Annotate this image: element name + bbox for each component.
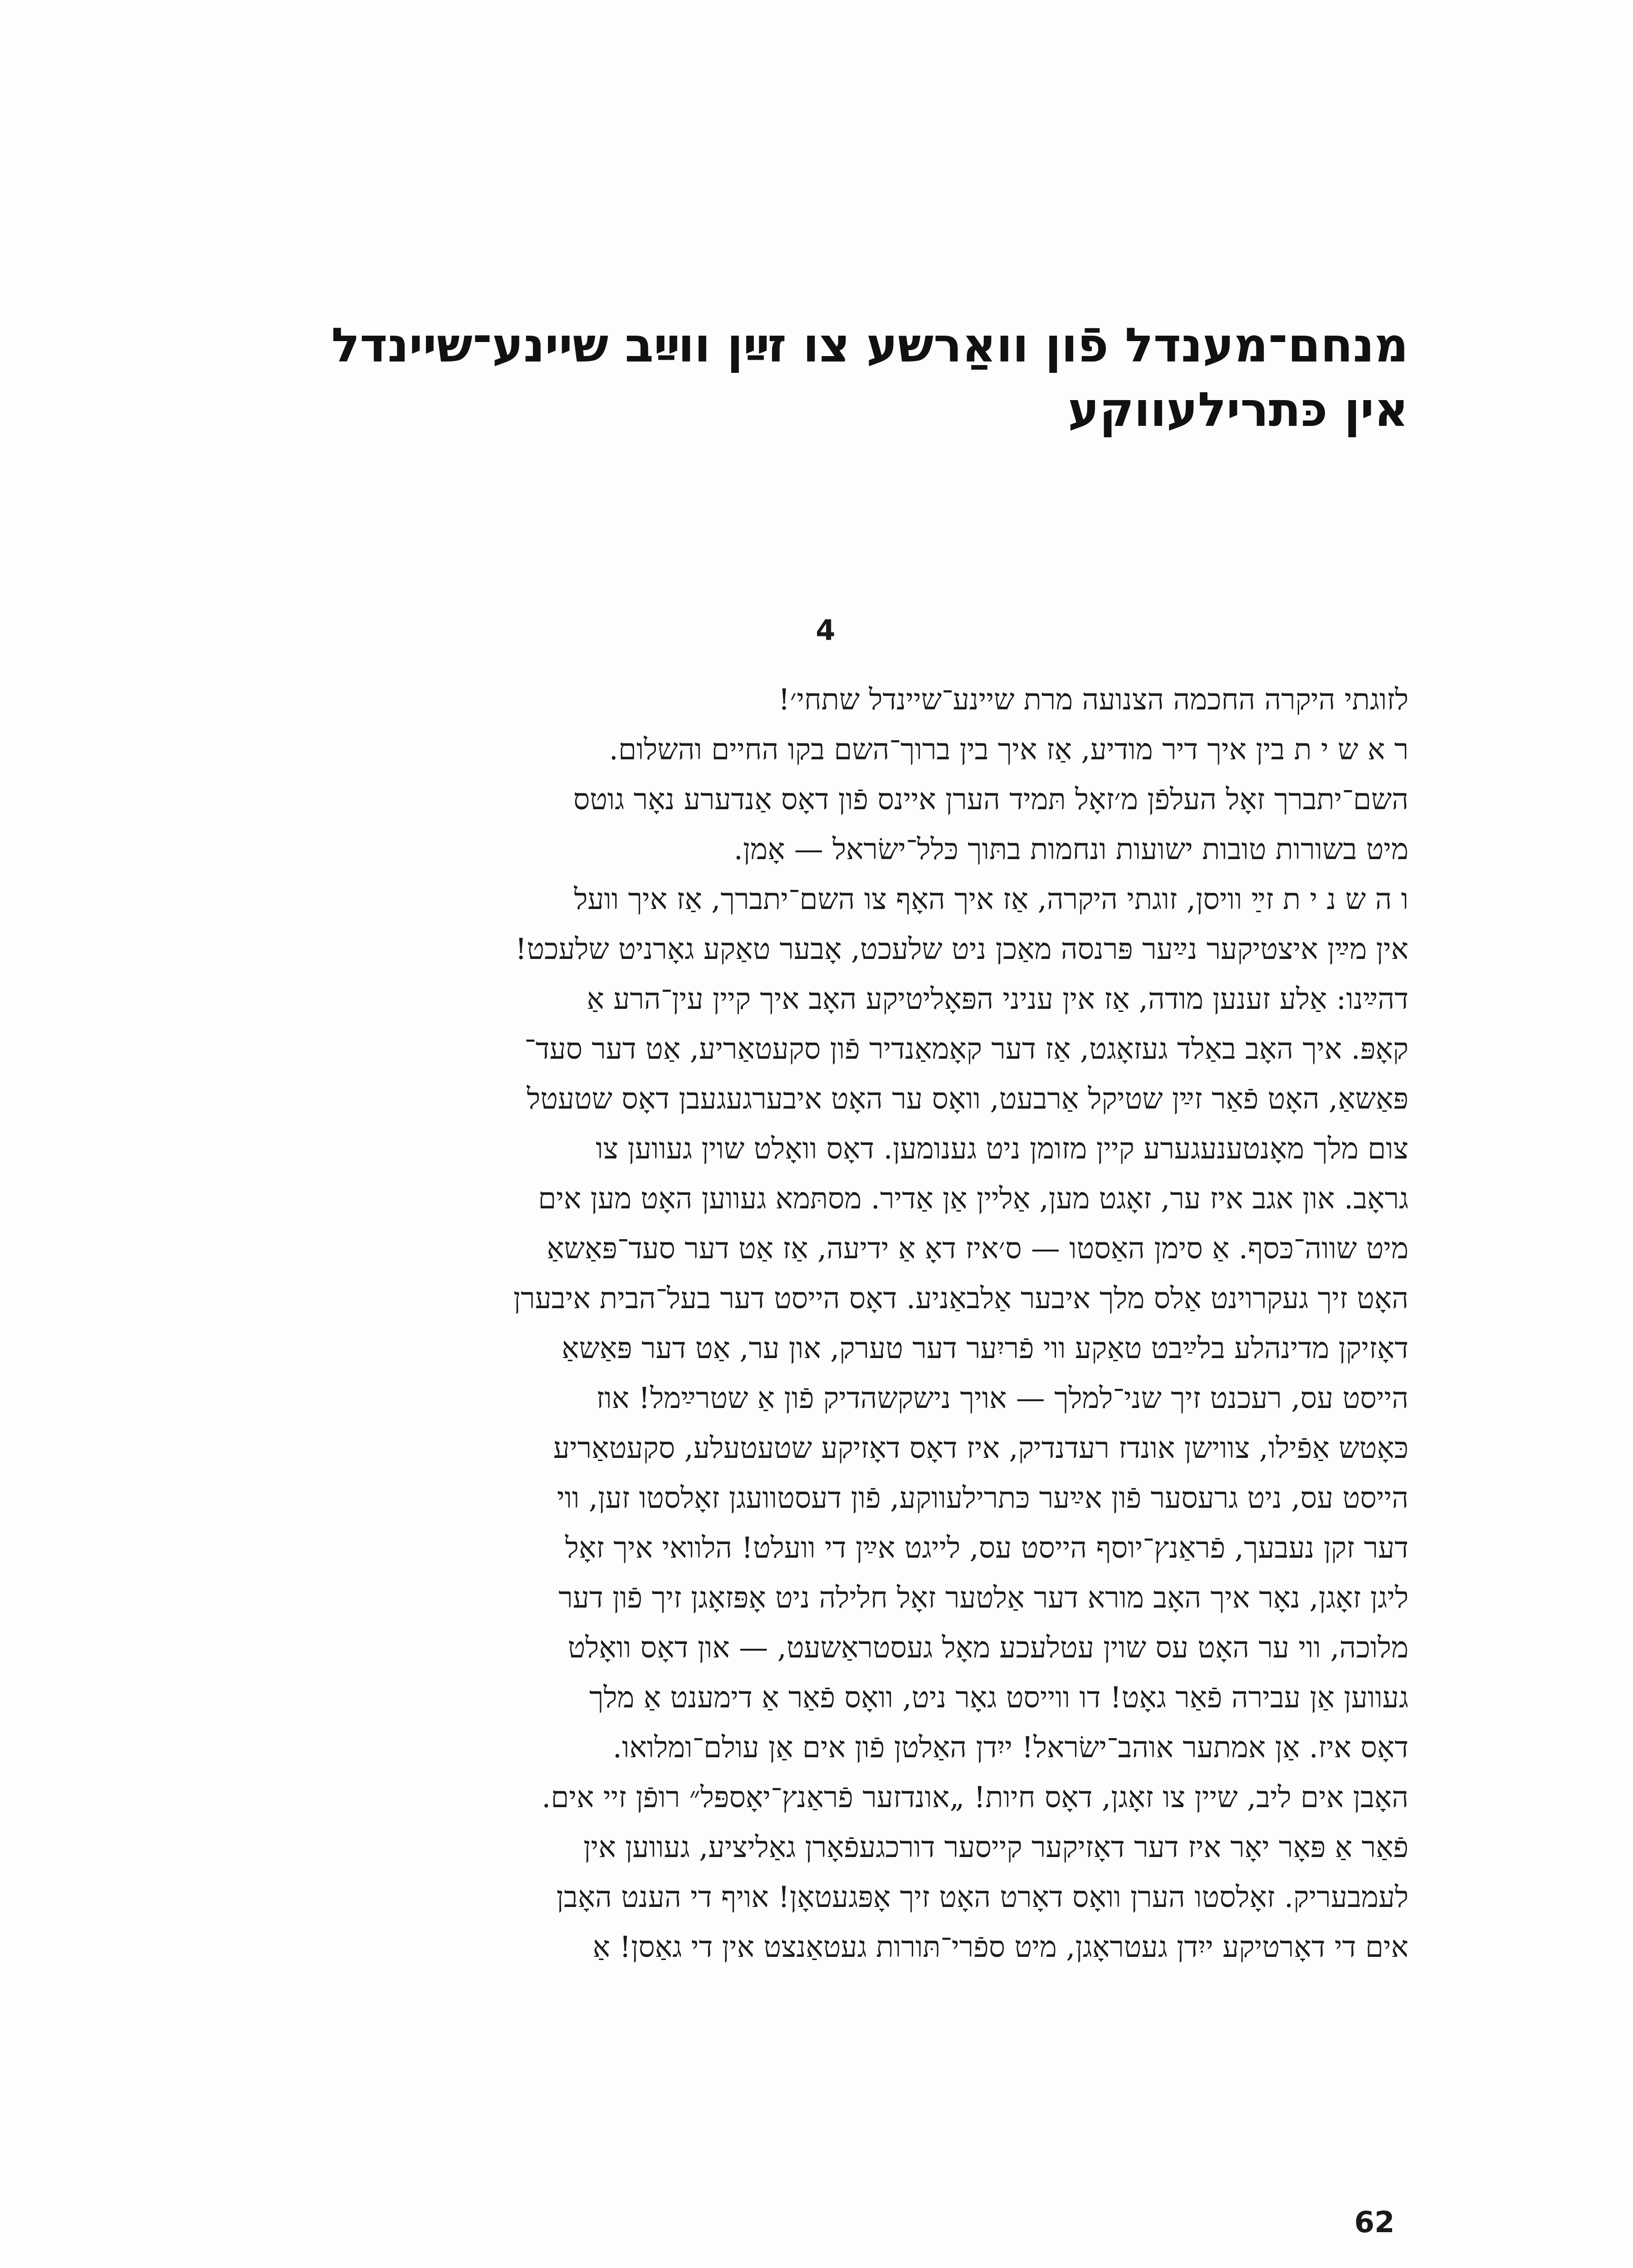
body-line: מלוכה, ווי ער האָט עס שוין עטלעכע מאָל געסטראַשעט, — און דאָס וואָלט (567, 1631, 1408, 1665)
body-line: ליגן זאָגן, נאָר איך האָב מורא דער אַלטער זאָל חלילה ניט אָפּזאָגן זיך פֿון דער (558, 1581, 1408, 1615)
body-line: פּאַשאַ, האָט פֿאַר זײַן שטיקל אַרבעט, וואָס ער האָט איבערגעגעבן דאָס שטעטל (527, 1082, 1408, 1116)
letter-body (252, 675, 1408, 1972)
body-line: גראָב. און אגב איז ער, זאָגט מען, אַליין אַן אַדיר. מסתּמא געווען האָט מען אים (538, 1182, 1408, 1216)
body-line: קאָפּ. איך האָב באַלד געזאָגט, אַז דער קאָמאַנדיר פֿון סקעטאַריע, אַט דער סעד־ (524, 1032, 1408, 1066)
body-line: דהײַנו: אַלע זענען מודה, אַז אין עניני הפּאָליטיקע האָב איך קיין עין־הרע אַ (587, 982, 1408, 1016)
body-line: אין מײַן איצטיקער נײַער פּרנסה מאַכן ניט שלעכט, אָבער טאַקע גאָרניט שלעכט! (515, 933, 1408, 966)
body-line: ו ה ש נ י ת זײַ וויסן, זוגתי היקרה, אַז איך האָף צו השם־יתברך, אַז איך וועל (574, 883, 1408, 916)
salutation-line: לזוגתי היקרה החכמה הצנועה מרת שיינע־שיינדל שתחי׳! (778, 683, 1408, 717)
body-line: צום מלך מאָנטענעגערע קיין מזומן ניט גענומען. דאָס וואָלט שוין געווען צו (596, 1132, 1408, 1166)
body-line: השם־יתברך זאָל העלפֿן מ׳זאָל תּמיד הערן איינס פֿון דאָס אַנדערע נאָר גוטס (573, 783, 1408, 816)
chapter-title (184, 313, 1408, 442)
body-line: געווען אַן עבירה פֿאַר גאָט! דו ווייסט גאָר ניט, וואָס פֿאַר אַ דימענט אַ מלך (589, 1681, 1408, 1715)
body-line: דער זקן נעבעך, פֿראַנץ־יוסף הייסט עס, לייגט אײַן די וועלט! הלוואי איך זאָל (565, 1531, 1408, 1565)
body-line: מיט שווה־כּסף. אַ סימן האַסטו — ס׳איז דאָ אַ ידיעה, אַז אַט דער סעד־פּאַשאַ (547, 1232, 1408, 1266)
body-line: האָבן אים ליב, שיין צו זאָגן, דאָס חיות! „אונדזער פֿראַנץ־יאָספּל״ רופֿן זיי אים. (542, 1781, 1408, 1814)
body-line: פֿאַר אַ פּאָר יאָר איז דער דאָזיקער קייסער דורכגעפֿאָרן גאַליציע, געווען אין (583, 1831, 1408, 1864)
body-line: ר א ש י ת בין איך דיר מודיע, אַז איך בין ברוך־השם בקו החיים והשלום. (609, 733, 1408, 767)
page-number: 62 (1354, 2206, 1395, 2239)
letter-number: 4 (816, 614, 836, 647)
body-line: הייסט עס, ניט גרעסער פֿון אײַער כּתרילעווקע, פֿון דעסטוועגן זאָלסטו זען, ווי (557, 1481, 1408, 1515)
body-line: דאָס איז. אַן אמתער אוהב־ישׂראל! ייִדן האַלטן פֿון אים אַן עולם־ומלואו. (612, 1731, 1408, 1765)
body-line: דאָזיקן מדינהלע בלײַבט טאַקע ווי פֿריִער דער טערק, און ער, אַט דער פּאַשאַ (562, 1332, 1408, 1365)
body-line: אים די דאָרטיקע ייִדן געטראָגן, מיט ספֿרי־תּורות געטאַנצט אין די גאַסן! אַ (592, 1931, 1408, 1964)
body-line: מיט בשורות טובות ישועות ונחמות בתּוך כּלל־ישׂראל — אָמן. (733, 833, 1408, 866)
body-line: כּאָטש אַפֿילו, צווישן אונדז רעדנדיק, איז דאָס דאָזיקע שטעטעלע, סקעטאַריע (553, 1432, 1408, 1465)
chapter-title-line-1: מנחם־מענדל פֿון וואַרשע צו זײַן ווײַב שיינע־שיינדל (331, 318, 1408, 373)
body-line: הייסט עס, רעכנט זיך שני־למלך — אויך נישקשהדיק פֿון אַ שטרײַמל! אוז (596, 1382, 1408, 1415)
body-line: לעמבעריק. זאָלסטו הערן וואָס דאָרט האָט זיך אָפּגעטאָן! אויף די הענט האָבן (556, 1881, 1408, 1914)
body-line: האָט זיך געקרוינט אַלס מלך איבער אַלבאַניע. דאָס הייסט דער בעל־הבית איבערן (513, 1282, 1408, 1315)
chapter-title-line-2: אין כּתרילעווקע (1068, 382, 1408, 437)
